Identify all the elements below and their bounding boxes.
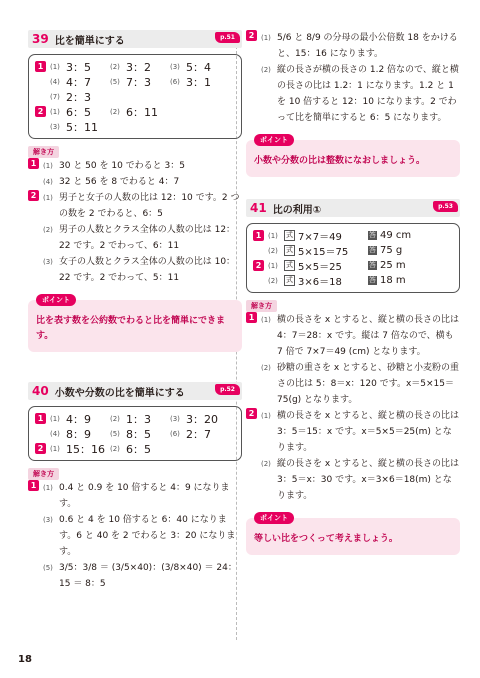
- answer-value: 5：11: [66, 120, 98, 134]
- explanation-row: [28, 512, 242, 560]
- explanation: [28, 158, 242, 286]
- sub-number: (5): [110, 77, 120, 86]
- sub-number: (5): [43, 564, 53, 572]
- section-number: 41: [250, 201, 267, 215]
- answer-value: 6：5: [66, 105, 91, 119]
- kotae-label: 答: [369, 231, 376, 239]
- problem-badge: 1: [35, 61, 46, 72]
- equation: 3×6＝18: [298, 277, 342, 288]
- sub-number: (1): [261, 412, 271, 420]
- explanation: [246, 312, 460, 504]
- problem-badge: 2: [35, 443, 46, 454]
- section-40-header: [28, 382, 242, 400]
- problem-badge: 2: [35, 106, 46, 117]
- answer-row: [253, 273, 453, 288]
- spacer: [28, 560, 43, 592]
- answer-row: [35, 74, 235, 89]
- point-box: [246, 136, 460, 177]
- sub-number: (4): [50, 429, 60, 438]
- sub-number: (1): [43, 484, 53, 492]
- explanation: [246, 30, 460, 126]
- explanation-text: 3/5：3/8 ＝ (3/5×40)：(3/8×40) ＝ 24：15 ＝ 8：5: [59, 563, 237, 589]
- answer-value: 5：4: [186, 60, 211, 74]
- sub-number: (1): [268, 231, 278, 240]
- sub-number: (3): [50, 122, 60, 131]
- point-text: 等しい比をつくって考えましょう。: [254, 534, 398, 544]
- page-ref-badge: p.53: [433, 201, 458, 212]
- sub-number: (1): [50, 444, 60, 453]
- answer-value: 3：1: [186, 75, 211, 89]
- answer-row: [35, 59, 235, 74]
- point-tag: ポイント: [254, 512, 294, 524]
- sub-number: (3): [43, 258, 53, 266]
- answer-row: [253, 243, 453, 258]
- answer-row: [35, 426, 235, 441]
- section-number: 39: [32, 32, 49, 46]
- problem-badge: 2: [253, 260, 264, 271]
- point-box: [28, 296, 242, 352]
- answer-value: 4：7: [66, 75, 91, 89]
- problem-badge: 1: [246, 312, 257, 323]
- shiki-label: 式: [286, 276, 293, 284]
- answer-value: 3：20: [186, 412, 218, 426]
- problem-badge: 1: [35, 413, 46, 424]
- sub-number: (2): [110, 414, 120, 423]
- explanation-row: [246, 360, 460, 408]
- sub-number: (1): [43, 194, 53, 202]
- sub-number: (1): [261, 316, 271, 324]
- spacer: [246, 456, 261, 504]
- sub-number: (4): [43, 178, 53, 186]
- equation: 7×7＝49: [298, 232, 342, 243]
- sub-number: (3): [170, 62, 180, 71]
- explanation-text: 横の長さを x とすると、縦と横の長さの比は 4：7＝28：x です。縦は 7 倍なので、横も 7 倍で 7×7＝49 (cm) となります。: [277, 315, 460, 357]
- sub-number: (2): [268, 246, 278, 255]
- sub-number: (1): [50, 62, 60, 71]
- right-column: [246, 30, 460, 555]
- problem-badge: 1: [253, 230, 264, 241]
- sub-number: (2): [110, 62, 120, 71]
- explanation-text: 0.6 と 4 を 10 倍すると 6：40 になります。6 と 40 を 2 でわると 3：20 になります。: [59, 515, 236, 557]
- sub-number: (1): [50, 107, 60, 116]
- point-box: [246, 514, 460, 555]
- shiki-label: 式: [286, 231, 293, 239]
- point-text: 比を表す数を公約数でわると比を簡単にできます。: [36, 316, 226, 341]
- equation: 5×15＝75: [298, 247, 349, 258]
- explanation-row: [28, 480, 242, 512]
- explanation-row: [28, 254, 242, 286]
- kaito-label: 解き方: [246, 300, 277, 312]
- sub-number: (1): [261, 34, 271, 42]
- explanation-text: 32 と 56 を 8 でわると 4：7: [59, 177, 180, 187]
- explanation-text: 0.4 と 0.9 を 10 倍すると 4：9 になります。: [59, 483, 230, 509]
- spacer: [246, 62, 261, 126]
- explanation-row: [28, 174, 242, 190]
- kotae-label: 答: [369, 276, 376, 284]
- equation: 5×5＝25: [298, 262, 342, 273]
- answer-row: [35, 104, 235, 119]
- kaito-label: 解き方: [28, 468, 59, 480]
- kaito-label: 解き方: [28, 146, 59, 158]
- sub-number: (2): [261, 460, 271, 468]
- answer-value: 3：5: [66, 60, 91, 74]
- point-tag: ポイント: [254, 134, 294, 146]
- answer-row: [35, 441, 235, 456]
- explanation-text: 30 と 50 を 10 でわると 3：5: [59, 161, 185, 171]
- shiki-label: 式: [286, 261, 293, 269]
- spacer: [28, 222, 43, 254]
- sub-number: (2): [261, 66, 271, 74]
- sub-number: (6): [170, 429, 180, 438]
- shiki-label: 式: [286, 246, 293, 254]
- left-column: [28, 30, 242, 592]
- explanation-row: [28, 158, 242, 174]
- section-title: 比の利用①: [272, 204, 322, 216]
- answer-value: 75 g: [380, 245, 403, 256]
- sub-number: (5): [110, 429, 120, 438]
- section-39-header: [28, 30, 242, 48]
- page-ref-badge: p.52: [215, 384, 240, 395]
- explanation-row: [246, 312, 460, 360]
- sub-number: (1): [268, 261, 278, 270]
- problem-badge: 1: [28, 480, 39, 491]
- answer-box: [246, 223, 460, 293]
- explanation-text: 男子の人数とクラス全体の人数の比は 12：22 です。2 でわって、6：11: [59, 225, 236, 251]
- explanation-text: 横の長さを x とすると、縦と横の長さの比は 3：5＝15：x です。x＝5×5＝25(m) となります。: [277, 411, 460, 453]
- sub-number: (2): [268, 276, 278, 285]
- explanation: [28, 480, 242, 592]
- kotae-label: 答: [369, 261, 376, 269]
- explanation-text: 5/6 と 8/9 の分母の最小公倍数 18 をかけると、15：16 になります。: [277, 33, 458, 59]
- section-title: 比を簡単にする: [54, 35, 125, 47]
- problem-badge: 2: [28, 190, 39, 201]
- spacer: [246, 360, 261, 408]
- answer-value: 8：5: [126, 427, 151, 441]
- explanation-row: [246, 30, 460, 62]
- explanation-row: [28, 222, 242, 254]
- explanation-row: [246, 456, 460, 504]
- sub-number: (2): [43, 226, 53, 234]
- answer-value: 8：9: [66, 427, 91, 441]
- answer-value: 6：11: [126, 105, 158, 119]
- sub-number: (1): [43, 162, 53, 170]
- sub-number: (2): [261, 364, 271, 372]
- answer-value: 2：3: [66, 90, 91, 104]
- answer-value: 4：9: [66, 412, 91, 426]
- sub-number: (6): [170, 77, 180, 86]
- answer-box: [28, 54, 242, 139]
- answer-value: 3：2: [126, 60, 151, 74]
- explanation-text: 砂糖の重さを x とすると、砂糖と小麦粉の重さの比は 5：8＝x：120 です。x＝5×15＝75(g) となります。: [277, 363, 460, 405]
- answer-box: [28, 406, 242, 461]
- problem-badge: 1: [28, 158, 39, 169]
- answer-value: 49 cm: [380, 230, 412, 241]
- sub-number: (3): [43, 516, 53, 524]
- explanation-row: [246, 62, 460, 126]
- explanation-row: [246, 408, 460, 456]
- spacer: [28, 512, 43, 560]
- spacer: [28, 254, 43, 286]
- explanation-text: 女子の人数とクラス全体の人数の比は 10：22 です。2 でわって、5：11: [59, 257, 236, 283]
- explanation-text: 男子と女子の人数の比は 12：10 です。2 つの数を 2 でわると、6：5: [59, 193, 240, 219]
- section-number: 40: [32, 384, 49, 398]
- answer-row: [253, 258, 453, 273]
- problem-badge: 2: [246, 408, 257, 419]
- explanation-text: 縦の長さが横の長さの 1.2 倍なので、縦と横の長さの比は 1.2：1 になります。1.2 と 1 を 10 倍すると 12：10 になります。2 でわって比を簡単にすると 6：5 になります。: [277, 65, 459, 123]
- answer-value: 15：16: [66, 442, 105, 456]
- section-title: 小数や分数の比を簡単にする: [54, 387, 185, 399]
- point-text: 小数や分数の比は整数になおしましょう。: [254, 156, 426, 166]
- answer-row: [35, 411, 235, 426]
- answer-value: 7：3: [126, 75, 151, 89]
- answer-row: [35, 89, 235, 104]
- answer-value: 18 m: [380, 275, 406, 286]
- answer-value: 6：5: [126, 442, 151, 456]
- page-ref-badge: p.51: [215, 32, 240, 43]
- sub-number: (3): [170, 414, 180, 423]
- answer-row: [35, 119, 235, 134]
- sub-number: (7): [50, 92, 60, 101]
- problem-badge: 2: [246, 30, 257, 41]
- answer-value: 25 m: [380, 260, 406, 271]
- explanation-row: [28, 190, 242, 222]
- explanation-row: [28, 560, 242, 592]
- page-number: 18: [18, 654, 32, 665]
- answer-value: 2：7: [186, 427, 211, 441]
- answer-value: 1：3: [126, 412, 151, 426]
- kotae-label: 答: [369, 246, 376, 254]
- answer-row: [253, 228, 453, 243]
- sub-number: (4): [50, 77, 60, 86]
- sub-number: (2): [110, 107, 120, 116]
- section-41-header: [246, 199, 460, 217]
- point-tag: ポイント: [36, 294, 76, 306]
- sub-number: (2): [110, 444, 120, 453]
- explanation-text: 縦の長さを x とすると、縦と横の長さの比は 3：5＝x：30 です。x＝3×6＝18(m) となります。: [277, 459, 460, 501]
- sub-number: (1): [50, 414, 60, 423]
